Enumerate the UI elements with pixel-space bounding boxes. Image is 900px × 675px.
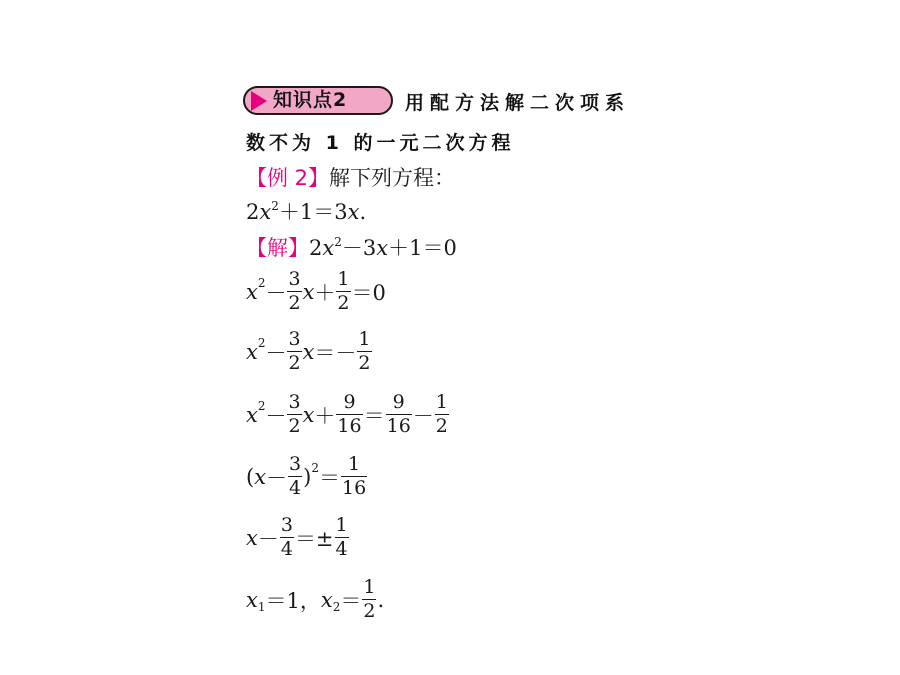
fraction: $\frac{1}{2}$	[358, 328, 371, 375]
fraction: $\frac{3}{2}$	[288, 328, 301, 375]
example-equation: $2x^2+1=3x$.	[246, 199, 367, 224]
fraction: $\frac{3}{4}$	[289, 453, 302, 500]
fraction: $\frac{1}{2}$	[337, 268, 350, 315]
badge-label: 知识点2	[273, 89, 348, 111]
section-heading-line2: 数不为 1 的一元二次方程	[246, 132, 515, 154]
fraction: $\frac{1}{2}$	[435, 391, 448, 438]
solution-step-4: x 2 － $\frac{3}{2}$ x ＋ $\frac{9}{16}$ ＝ $\frac{9}{16}$ － $\frac{1}{2}$	[246, 391, 448, 438]
solution-result: x 1 ＝1， x 2 ＝ $\frac{1}{2}$ .	[246, 576, 385, 623]
fraction: $\frac{3}{2}$	[288, 391, 301, 438]
section-heading-line1: 用配方法解二次项系	[405, 92, 631, 114]
fraction: $\frac{9}{16}$	[337, 391, 362, 438]
example-prompt	[246, 162, 455, 192]
solution-step-3: x 2 － $\frac{3}{2}$ x ＝－ $\frac{1}{2}$	[246, 328, 371, 375]
solution-step-6: x － $\frac{3}{4}$ ＝± $\frac{1}{4}$	[246, 514, 348, 561]
fraction: $\frac{1}{4}$	[335, 514, 348, 561]
fraction: $\frac{1}{16}$	[341, 453, 367, 500]
knowledge-point-badge	[243, 86, 393, 115]
play-triangle-icon	[251, 91, 267, 111]
fraction: $\frac{9}{16}$	[386, 391, 411, 438]
fraction: $\frac{3}{4}$	[280, 514, 293, 561]
solution-step-5: ( x － $\frac{3}{4}$ ) 2 ＝ $\frac{1}{16}$	[246, 453, 367, 500]
fraction: $\frac{1}{2}$	[363, 576, 376, 623]
solution-step-2: x 2 － $\frac{3}{2}$ x ＋ $\frac{1}{2}$ ＝0	[246, 268, 386, 315]
solution-tag: 【解】	[246, 236, 309, 260]
example-tag: 【例 2】	[246, 166, 330, 190]
fraction: $\frac{3}{2}$	[288, 268, 301, 315]
solution-step-1: 【解】 $2x^2-3x+1=0$	[246, 232, 457, 262]
example-prompt-text: 解下列方程：	[329, 166, 456, 190]
